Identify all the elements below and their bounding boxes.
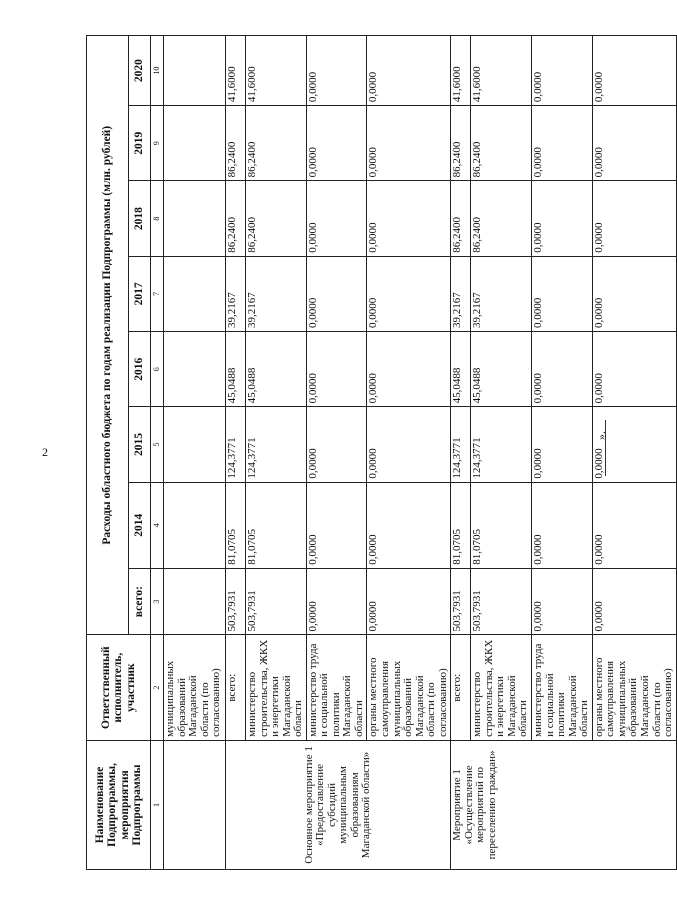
index-cell: 1 (151, 740, 164, 869)
value-cell: 0,0000 (367, 332, 451, 407)
value-cell: 0,0000 (367, 568, 451, 635)
value-cell: 45,0488 (451, 332, 471, 407)
value-cell: 0,0000 (306, 482, 367, 568)
value-cell: 0,0000 (532, 332, 593, 407)
value-cell (164, 181, 226, 256)
value-cell: 86,2400 (226, 181, 246, 256)
header-year: 2019 (129, 106, 151, 181)
value-cell: 0,0000 (306, 256, 367, 331)
value-cell: 0,0000 (367, 256, 451, 331)
value-cell: 86,2400 (471, 181, 532, 256)
closing-quote: ». (594, 431, 608, 440)
executor-cell: всего: (226, 635, 246, 740)
group-name-cell: Мероприятие 1 «Осуществление мероприятий по переселению граждан» (451, 740, 676, 869)
index-cell: 2 (151, 635, 164, 740)
value-cell: 0,0000 (367, 482, 451, 568)
value-cell: 0,0000 (306, 181, 367, 256)
value-cell: 45,0488 (226, 332, 246, 407)
header-expenses: Расходы областного бюджета по годам реализации Подпрограммы (млн. рублей) (87, 36, 129, 635)
value-cell: 45,0488 (471, 332, 532, 407)
index-cell: 8 (151, 181, 164, 256)
value-cell: 0,0000 (592, 106, 676, 181)
budget-table (86, 35, 677, 870)
value-cell: 0,0000 (532, 407, 593, 482)
value-cell: 86,2400 (246, 181, 307, 256)
header-year: 2020 (129, 36, 151, 106)
value-cell: 0,0000 (592, 256, 676, 331)
value-cell: 124,3771 (471, 407, 532, 482)
name-cell (164, 740, 226, 869)
executor-cell: министерство строительства, ЖКХ и энергетики Магаданской области (246, 635, 307, 740)
value-cell: 86,2400 (246, 106, 307, 181)
header-total: всего: (129, 568, 151, 635)
index-cell: 5 (151, 407, 164, 482)
table-row (451, 36, 471, 870)
value-cell: 41,6000 (451, 36, 471, 106)
value-cell: 124,3771 (246, 407, 307, 482)
value-cell: 41,6000 (246, 36, 307, 106)
value-cell: 39,2167 (246, 256, 307, 331)
table-wrapper (86, 35, 675, 870)
header-executor: Ответственный исполнитель, участник (87, 635, 151, 740)
index-cell: 7 (151, 256, 164, 331)
value-cell: 0,0000 (367, 407, 451, 482)
index-row (151, 36, 164, 870)
value-cell: 0,0000 (592, 181, 676, 256)
value-cell: 503,7931 (226, 568, 246, 635)
value-cell: 503,7931 (246, 568, 307, 635)
table-row (164, 36, 226, 870)
value-cell: 0,0000 (306, 568, 367, 635)
value-cell: 124,3771 (451, 407, 471, 482)
value-cell: 39,2167 (226, 256, 246, 331)
header-year: 2017 (129, 256, 151, 331)
value-cell: 81,0705 (451, 482, 471, 568)
value-cell: 86,2400 (451, 181, 471, 256)
value-cell (164, 256, 226, 331)
value-cell: 41,6000 (471, 36, 532, 106)
value-cell: 41,6000 (226, 36, 246, 106)
value-cell: 0,0000 (306, 407, 367, 482)
signature-line (605, 420, 606, 476)
value-cell: 0,0000 (367, 36, 451, 106)
value-cell (164, 407, 226, 482)
value-cell: 0,0000 (592, 568, 676, 635)
header-year: 2018 (129, 181, 151, 256)
value-cell: 0,0000 (532, 36, 593, 106)
value-cell: 0,0000 (532, 568, 593, 635)
page-number: 2 (42, 445, 48, 459)
header-row-1 (87, 36, 129, 870)
executor-cell: министерство труда и социальной политики Магаданской области (532, 635, 593, 740)
executor-cell: органы местного самоуправления муниципальных образований Магаданской области (по согласованию) (592, 635, 676, 740)
value-cell (164, 36, 226, 106)
executor-cell: муниципальных образований Магаданской области (по согласованию) (164, 635, 226, 740)
value-cell: 0,0000 (306, 332, 367, 407)
value-cell: 81,0705 (246, 482, 307, 568)
executor-cell: министерство строительства, ЖКХ и энергетики Магаданской области (471, 635, 532, 740)
header-name: Наименование Подпрограммы, мероприятия Подпрограммы (87, 740, 151, 869)
value-cell: 0,0000 (306, 106, 367, 181)
value-cell: 124,3771 (226, 407, 246, 482)
value-cell: 86,2400 (226, 106, 246, 181)
value-cell: 81,0705 (471, 482, 532, 568)
executor-cell: органы местного самоуправления муниципальных образований Магаданской области (по согласованию) (367, 635, 451, 740)
index-cell: 10 (151, 36, 164, 106)
value-cell (164, 332, 226, 407)
group-name-cell: Основное мероприятие 1 «Предоставление субсидий муниципальным образованиям Магаданской области» (226, 740, 451, 869)
index-cell: 4 (151, 482, 164, 568)
value-cell: 0,0000 (592, 36, 676, 106)
value-cell: 0,0000 (306, 36, 367, 106)
table-row (226, 36, 246, 870)
value-cell: 86,2400 (451, 106, 471, 181)
value-cell: 0,0000 (367, 181, 451, 256)
header-year: 2015 (129, 407, 151, 482)
value-cell: 0,0000 (532, 256, 593, 331)
index-cell: 3 (151, 568, 164, 635)
value-cell: 0,0000 (532, 106, 593, 181)
value-cell (164, 482, 226, 568)
value-cell: 0,0000 (592, 482, 676, 568)
value-cell: 503,7931 (451, 568, 471, 635)
value-cell (164, 106, 226, 181)
header-year: 2016 (129, 332, 151, 407)
value-cell: 86,2400 (471, 106, 532, 181)
value-cell: 81,0705 (226, 482, 246, 568)
value-cell: 0,0000 (592, 407, 676, 482)
value-cell: 45,0488 (246, 332, 307, 407)
index-cell: 9 (151, 106, 164, 181)
index-cell: 6 (151, 332, 164, 407)
value-cell: 0,0000 (367, 106, 451, 181)
value-cell: 0,0000 (532, 181, 593, 256)
value-cell (164, 568, 226, 635)
header-year: 2014 (129, 482, 151, 568)
rotated-table-area (86, 35, 675, 870)
value-cell: 39,2167 (451, 256, 471, 331)
value-cell: 39,2167 (471, 256, 532, 331)
value-cell: 503,7931 (471, 568, 532, 635)
executor-cell: всего: (451, 635, 471, 740)
value-cell: 0,0000 (532, 482, 593, 568)
value-cell: 0,0000 (592, 332, 676, 407)
executor-cell: министерство труда и социальной политики Магаданской области (306, 635, 367, 740)
